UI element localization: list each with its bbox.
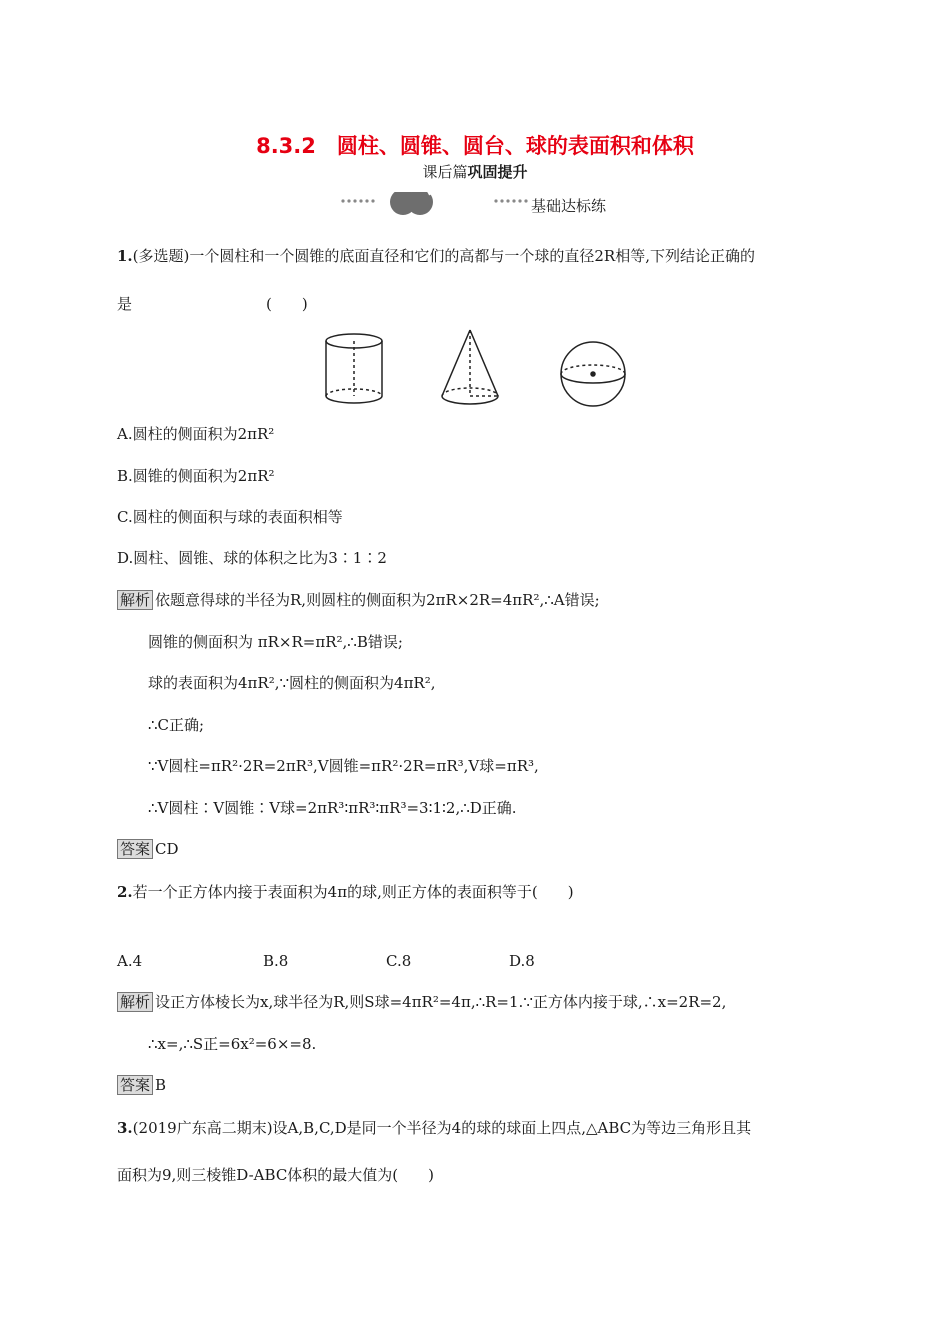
q1-stem-text: (多选题)一个圆柱和一个圆锥的底面直径和它们的高都与一个球的直径2R相等,下列结论正确的 (132, 247, 755, 265)
q1-option-c: C.圆柱的侧面积与球的表面积相等 (117, 508, 343, 526)
subtitle-prefix: 课后篇 (422, 163, 468, 181)
q2-analysis-line-1: 解析 设正方体棱长为x,球半径为R,则S球=4πR²=4π,∴R=1.∵正方体内接于球,∴x=2R=2, (117, 992, 726, 1012)
q1-option-a: A.圆柱的侧面积为2πR² (117, 425, 275, 443)
q2-analysis-tag: 解析 (117, 992, 153, 1012)
sphere-figure (561, 342, 625, 406)
q2-option-b: B.8 (263, 952, 289, 970)
subtitle-bold: 巩固提升 (467, 163, 528, 181)
q1-analysis-line-5: ∵V圆柱=πR²·2R=2πR³,V圆锥=πR²·2R=πR³,V球=πR³, (148, 757, 539, 775)
page-title: 8.3.2 圆柱、圆锥、圆台、球的表面积和体积 (256, 134, 694, 158)
q1-analysis-line-1: 解析 依题意得球的半径为R,则圆柱的侧面积为2πR×2R=4πR²,∴A错误; (117, 590, 600, 610)
q1-analysis-line-3: 球的表面积为4πR²,∵圆柱的侧面积为4πR², (148, 674, 436, 692)
q2-answer-tag: 答案 (117, 1075, 153, 1095)
q1-option-b: B.圆锥的侧面积为2πR² (117, 467, 275, 485)
q2-option-a: A.4 (117, 952, 143, 970)
cylinder-figure (326, 334, 382, 403)
q2-answer (117, 1075, 166, 1095)
q3-number: 3. (117, 1119, 133, 1137)
section-label: 基础达标练 (531, 197, 607, 215)
cone-figure (442, 330, 498, 404)
q1-stem-cont: 是 (117, 295, 133, 313)
q1-analysis-line-4: ∴C正确; (148, 716, 205, 734)
q1-answer-paren: ( ) (266, 295, 308, 313)
q2-answer-value: B (155, 1076, 167, 1094)
q2-stem-text: 若一个正方体内接于表面积为4π的球,则正方体的表面积等于( ) (132, 883, 574, 901)
q2-option-d: D.8 (509, 952, 535, 970)
q2-option-c: C.8 (386, 952, 412, 970)
q1-analysis-tag: 解析 (117, 590, 153, 610)
q1-analysis-line-2: 圆锥的侧面积为 πR×R=πR²,∴B错误; (148, 633, 403, 651)
q1-stem (117, 246, 755, 266)
section-header (340, 192, 620, 218)
q1-option-d: D.圆柱、圆锥、球的体积之比为3∶1∶2 (117, 549, 387, 567)
page-subtitle (0, 161, 950, 182)
q1-answer-value: CD (155, 840, 179, 858)
q3-stem-text: (2019广东高二期末)设A,B,C,D是同一个半径为4的球的球面上四点,△ABC为等边三角形且其 (132, 1119, 752, 1137)
q1-answer (117, 839, 179, 859)
q1-number: 1. (117, 247, 133, 265)
q2-stem (117, 882, 574, 902)
q3-stem (117, 1118, 751, 1138)
q2-number: 2. (117, 883, 133, 901)
q2-analysis-line-2: ∴x=,∴S正=6x²=6×=8. (148, 1035, 317, 1053)
q1-figures (318, 326, 648, 410)
q1-analysis-line-6: ∴V圆柱∶V圆锥∶V球=2πR³∶πR³∶πR³=3∶1∶2,∴D正确. (148, 799, 517, 817)
q1-answer-tag: 答案 (117, 839, 153, 859)
q3-stem-cont: 面积为9,则三棱锥D-ABC体积的最大值为( ) (117, 1166, 435, 1184)
